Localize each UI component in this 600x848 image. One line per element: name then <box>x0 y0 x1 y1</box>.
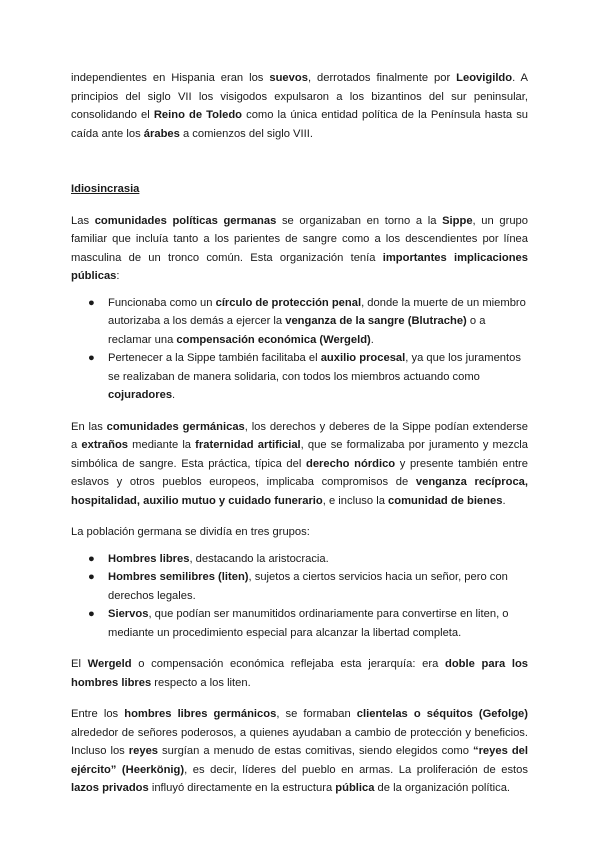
bold-text: doble para los hombres libres <box>71 658 529 689</box>
text: , donde la muerte de un miembro autorizaba a los demás a ejercer la <box>108 296 526 327</box>
text: de la organización política. <box>374 782 511 794</box>
bold-text: cojuradores <box>108 389 173 401</box>
bold-text: reyes <box>128 745 159 757</box>
bold-text: importantes implicaciones públicas <box>71 251 528 282</box>
sippe-list <box>71 294 528 405</box>
bold-text: lazos privados <box>71 782 149 794</box>
text: alrededor de señores poderosos, a quienes ayudaban a cambio de protección y beneficios. Incluso los <box>71 726 528 757</box>
list-item <box>71 349 528 405</box>
bold-text: “reyes del ejército” (Heerkönig) <box>71 745 528 776</box>
text: Las <box>71 214 95 227</box>
text: o a reclamar una <box>108 315 486 346</box>
bold-text: Leovigildo <box>456 72 513 84</box>
bullet-icon: ● <box>88 608 95 620</box>
gefolge-paragraph <box>71 705 528 798</box>
text: , que podían ser manumitidos ordinariamente para convertirse en liten, o mediante un procedimiento especial para alcanzar la libertad completa. <box>108 608 509 639</box>
text: Funcionaba como un <box>108 296 216 309</box>
wergeld-paragraph <box>71 655 528 692</box>
bold-text: Sippe <box>442 214 473 227</box>
bullet-icon: ● <box>88 552 95 565</box>
bold-text: venganza recíproca, hospitalidad, auxilio mutuo y cuidado funerario <box>71 476 528 507</box>
bold-text: Hombres semilibres (liten) <box>108 571 249 583</box>
text: , destacando la aristocracia. <box>189 552 329 565</box>
bold-text: clientelas o séquitos (Gefolge) <box>356 708 528 720</box>
text: , que se formalizaba por juramento y mezcla simbólica de sangre. Esta práctica, típica del <box>71 439 528 470</box>
text: , es decir, líderes del pueblo en armas. La proliferación de estos <box>184 763 528 776</box>
bold-text: venganza de la sangre (Blutrache) <box>285 315 467 327</box>
bullet-icon: ● <box>88 296 95 309</box>
section-heading: Idiosincrasia <box>71 183 140 195</box>
text: a comienzos del siglo VIII. <box>179 127 313 140</box>
text: El <box>71 658 88 670</box>
bold-text: derecho nórdico <box>305 457 396 470</box>
list-item <box>71 294 528 350</box>
bold-text: círculo de protección penal <box>215 296 362 309</box>
bullet-icon: ● <box>88 571 95 583</box>
text: , derrotados finalmente por <box>307 72 457 84</box>
document-page <box>71 69 528 798</box>
text: respecto a los liten. <box>151 676 251 689</box>
text: , sujetos a ciertos servicios hacia un señor, pero con derechos legales. <box>108 571 508 602</box>
text: o compensación económica reflejaba esta jerarquía: era <box>131 658 446 670</box>
groups-list <box>71 550 528 643</box>
text: : <box>116 270 120 282</box>
bold-text: Siervos <box>108 608 149 620</box>
bold-text: pública <box>335 782 375 794</box>
text: se organizaban en torno a la <box>276 214 443 227</box>
text: , ya que los juramentos se realizaban de manera solidaria, con todos los miembros actuando como <box>108 352 521 383</box>
text: surgían a menudo de estas comitivas, siendo elegidos como <box>158 745 473 757</box>
bullet-icon: ● <box>88 352 95 364</box>
text: y presente también entre eslavos y otros pueblos europeos, implicaba compromisos de <box>71 457 528 488</box>
text: . A principios del siglo VII los visigodos expulsaron a los bizantinos del sur peninsular, consolidando el <box>71 72 529 121</box>
text: , e incluso la <box>322 494 389 507</box>
text: . <box>502 494 506 507</box>
text: como la única entidad política de la Península hasta su caída ante los <box>71 109 529 140</box>
bold-text: Wergeld <box>87 658 132 670</box>
bold-text: comunidades germánicas <box>106 420 245 433</box>
text: independientes en Hispania eran los <box>71 72 270 84</box>
bold-text: comunidades políticas germanas <box>94 214 277 227</box>
text: Pertenecer a la Sippe también facilitaba el <box>108 352 321 364</box>
bold-text: comunidad de bienes <box>388 494 503 507</box>
list-item <box>71 550 528 569</box>
sippe-paragraph <box>71 212 528 286</box>
bold-text: auxilio procesal <box>320 352 406 364</box>
bold-text: Reino de Toledo <box>153 109 243 121</box>
bold-text: compensación económica (Wergeld) <box>176 333 371 346</box>
intro-paragraph <box>71 69 528 143</box>
text: influyó directamente en la estructura <box>148 782 336 794</box>
bold-text: fraternidad artificial <box>195 439 301 451</box>
text: mediante la <box>128 439 196 451</box>
bold-text: árabes <box>143 127 180 140</box>
groups-intro: La población germana se dividía en tres grupos: <box>71 526 310 538</box>
text: , se formaban <box>276 708 357 720</box>
text: , un grupo familiar que incluía tanto a los parientes de sangre como a los descendientes por línea masculina de un tronco común. Esta organización tenía <box>71 214 528 264</box>
list-item <box>71 568 528 605</box>
text: . <box>172 389 176 401</box>
bold-text: extraños <box>81 439 129 451</box>
bold-text: suevos <box>269 72 308 84</box>
fraternity-paragraph <box>71 418 528 511</box>
text: Entre los <box>71 708 125 720</box>
list-item <box>71 605 528 642</box>
bold-text: hombres libres germánicos <box>124 708 277 720</box>
text: . <box>370 333 374 346</box>
bold-text: Hombres libres <box>108 552 190 565</box>
text: En las <box>71 420 107 433</box>
text: , los derechos y deberes de la Sippe podían extenderse a <box>71 420 528 451</box>
